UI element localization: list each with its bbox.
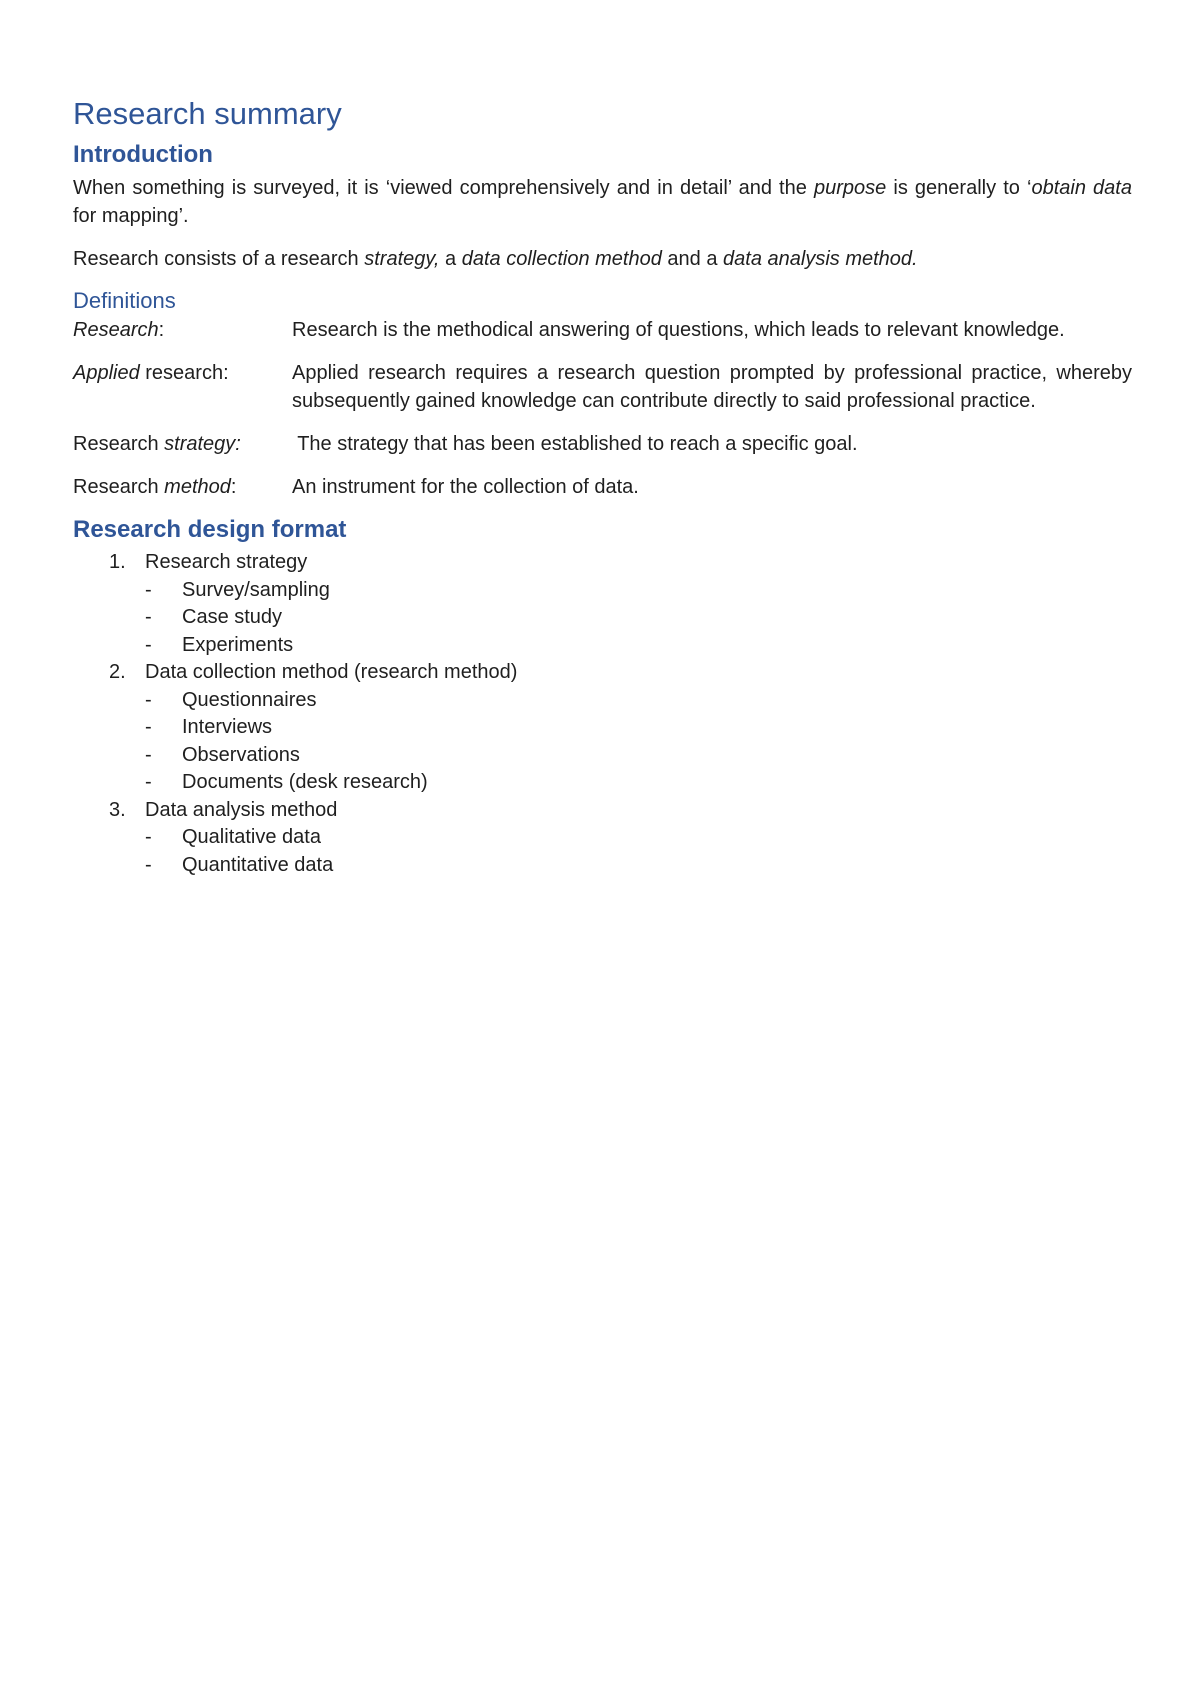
dash-bullet: - xyxy=(145,688,152,711)
definition-text: The strategy that has been established to reach a specific goal. xyxy=(292,433,858,456)
sub-list-item: - Questionnaires xyxy=(145,687,1132,715)
sub-list-item: - Qualitative data xyxy=(145,824,1132,852)
dash-bullet: - xyxy=(145,606,152,629)
list-number: 3. xyxy=(109,798,126,821)
introduction-heading: Introduction xyxy=(73,141,213,169)
sub-list-item: - Documents (desk research) xyxy=(145,769,1132,797)
list-item xyxy=(73,549,1132,659)
definition-row xyxy=(73,359,1132,415)
definition-term: Research method: xyxy=(73,476,237,499)
intro-paragraph-2: Research consists of a research strategy, a data collection method and a data analysis method. xyxy=(73,247,918,270)
definitions-list xyxy=(73,316,1132,501)
sub-list-item: - Quantitative data xyxy=(145,852,1132,880)
research-design-list xyxy=(73,549,1132,879)
definition-text: An instrument for the collection of data. xyxy=(292,476,639,499)
dash-bullet: - xyxy=(145,578,152,601)
definitions-heading: Definitions xyxy=(73,287,176,313)
definition-row xyxy=(73,316,1132,344)
definition-row xyxy=(73,430,1132,458)
intro-paragraph-1: When something is surveyed, it is ‘viewed comprehensively and in detail’ and the purpose is generally to ‘obtain data for mapping’. xyxy=(73,176,1132,227)
sub-list-item: - Case study xyxy=(145,604,1132,632)
definition-text: Applied research requires a research question prompted by professional practice, whereby subsequently gained knowledge can contribute directly to said professional practice. xyxy=(292,362,1132,413)
sub-list-item: - Experiments xyxy=(145,632,1132,660)
definition-text: Research is the methodical answering of questions, which leads to relevant knowledge. xyxy=(292,319,1065,342)
list-number: 1. xyxy=(109,551,126,574)
research-design-heading: Research design format xyxy=(73,516,347,544)
dash-bullet: - xyxy=(145,633,152,656)
list-item xyxy=(73,797,1132,880)
document-page xyxy=(73,95,1132,879)
definition-row xyxy=(73,473,1132,501)
definition-term: Research strategy: xyxy=(73,433,241,456)
dash-bullet: - xyxy=(145,771,152,794)
sub-list-item: - Observations xyxy=(145,742,1132,770)
sub-list-item: - Survey/sampling xyxy=(145,577,1132,605)
sub-list-item: - Interviews xyxy=(145,714,1132,742)
list-item-label: Research strategy xyxy=(145,551,308,574)
definition-term: Research: xyxy=(73,319,165,342)
dash-bullet: - xyxy=(145,853,152,876)
dash-bullet: - xyxy=(145,716,152,739)
sub-list xyxy=(145,824,1132,879)
dash-bullet: - xyxy=(145,743,152,766)
list-item xyxy=(73,659,1132,797)
sub-list xyxy=(145,577,1132,660)
document-title: Research summary xyxy=(73,96,342,131)
sub-list xyxy=(145,687,1132,797)
list-item-label: Data collection method (research method) xyxy=(145,661,518,684)
list-item-label: Data analysis method xyxy=(145,798,338,821)
list-number: 2. xyxy=(109,661,126,684)
dash-bullet: - xyxy=(145,826,152,849)
definition-term: Applied research: xyxy=(73,362,229,385)
